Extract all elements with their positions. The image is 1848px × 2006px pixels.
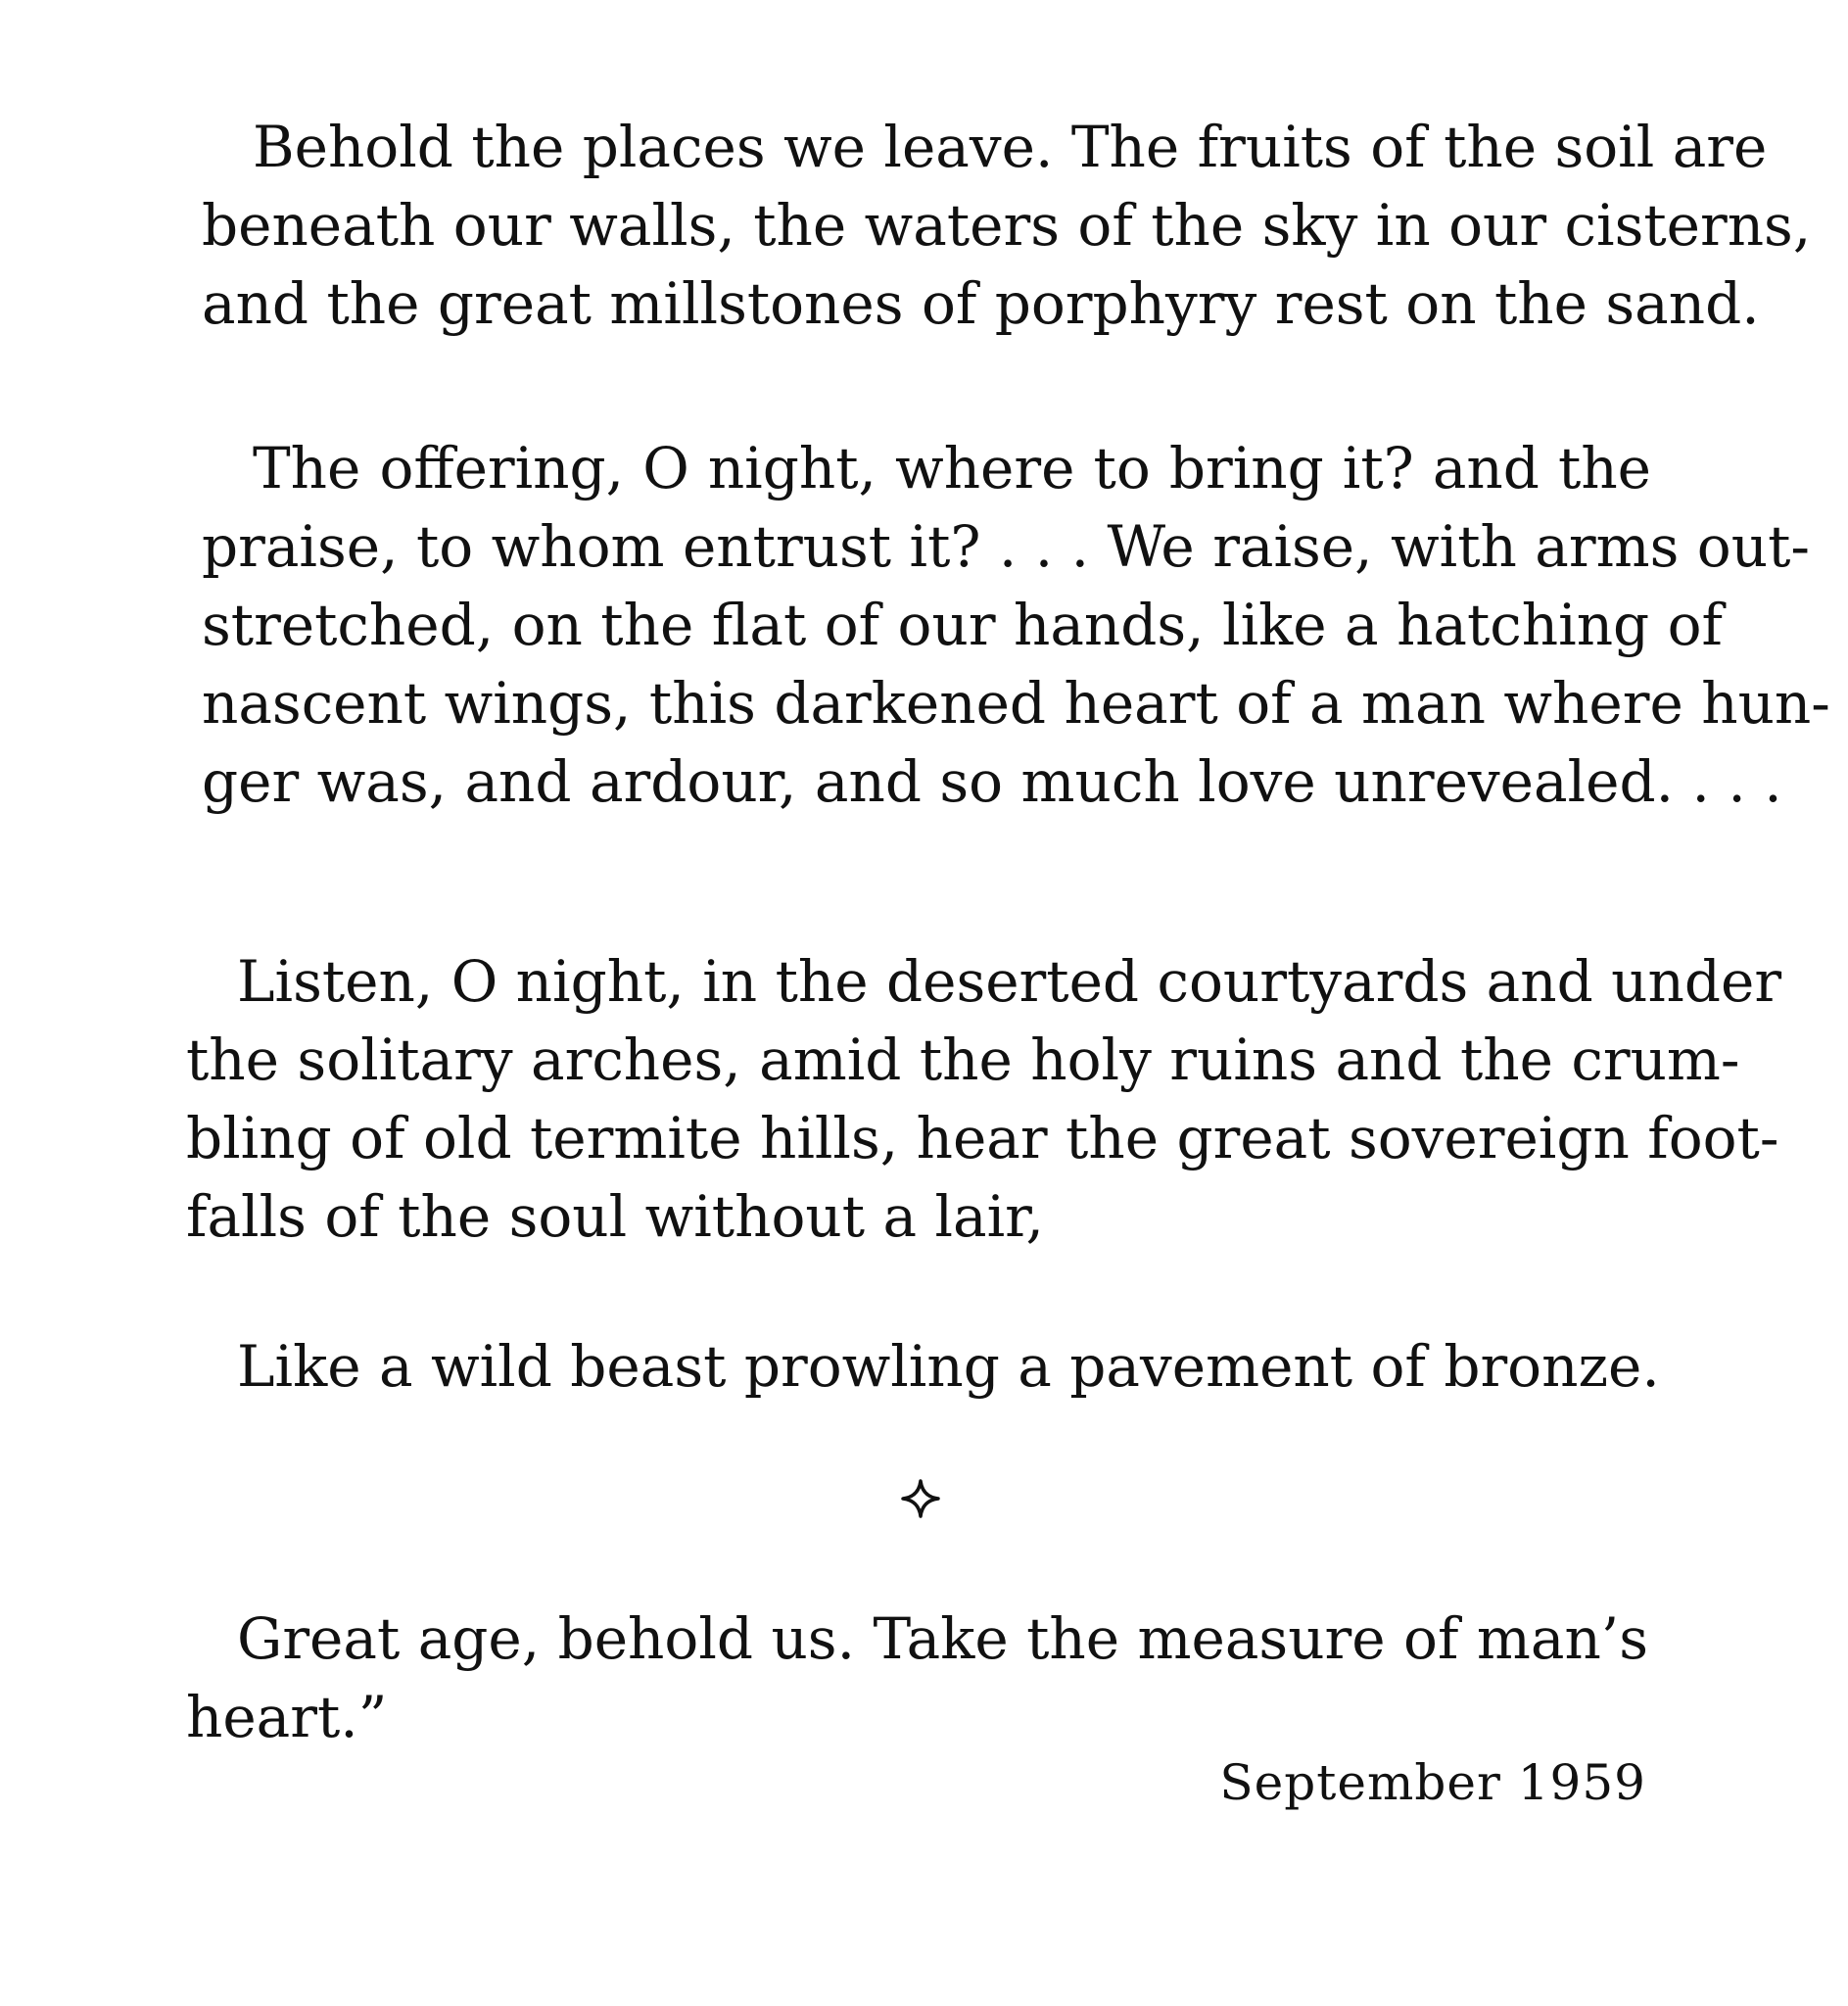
text-line: and the great millstones of porphyry rest on the sand.: [202, 270, 1760, 337]
four-point-star-icon: [901, 1479, 940, 1518]
text-line: Behold the places we leave. The fruits of the soil are: [253, 114, 1768, 180]
text-line: ger was, and ardour, and so much love unrevealed. . . .: [202, 748, 1782, 815]
paragraph-1: [202, 108, 1812, 343]
paragraph-2: [202, 429, 1830, 821]
text-line: praise, to whom entrust it? . . . We raise, with arms out-: [202, 513, 1810, 580]
paragraph-3: [186, 942, 1782, 1256]
text-line: bling of old termite hills, hear the great sovereign foot-: [186, 1105, 1779, 1171]
paragraph-5: [186, 1600, 1648, 1756]
text-line: Listen, O night, in the deserted courtyards and under: [237, 948, 1782, 1015]
text-line: the solitary arches, amid the holy ruins and the crum-: [186, 1027, 1740, 1093]
paragraph-4: [186, 1327, 1660, 1406]
text-line: Great age, behold us. Take the measure of man’s: [237, 1605, 1648, 1672]
date-line: September 1959: [1219, 1754, 1646, 1811]
text-line: nascent wings, this darkened heart of a man where hun-: [202, 670, 1830, 737]
text-line: stretched, on the flat of our hands, like a hatching of: [202, 592, 1724, 658]
text-line: heart.”: [186, 1684, 388, 1750]
text-line: The offering, O night, where to bring it? and the: [253, 435, 1651, 502]
text-line: beneath our walls, the waters of the sky in our cisterns,: [202, 192, 1812, 259]
text-line: falls of the soul without a lair,: [186, 1183, 1044, 1250]
text-line: Like a wild beast prowling a pavement of bronze.: [237, 1333, 1660, 1400]
